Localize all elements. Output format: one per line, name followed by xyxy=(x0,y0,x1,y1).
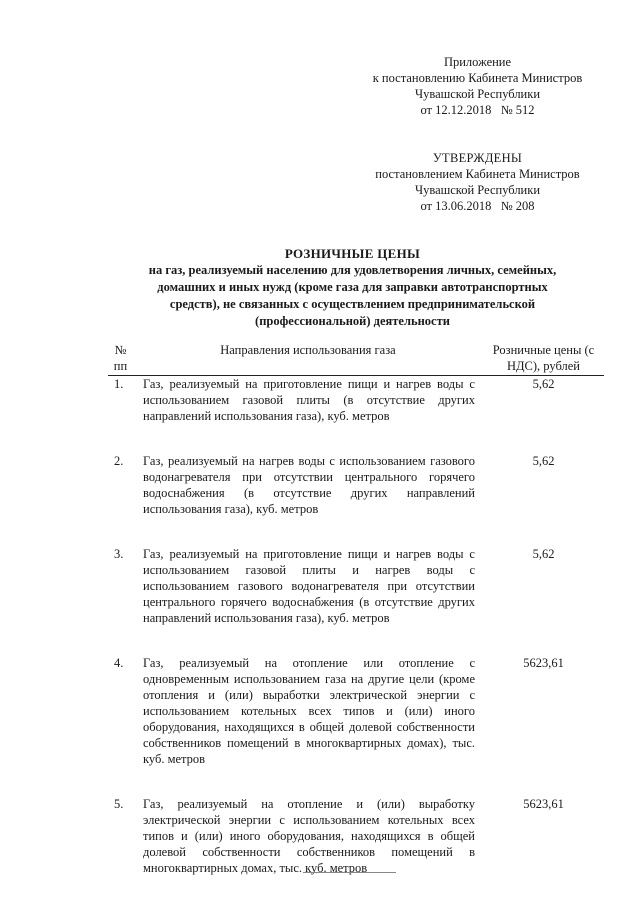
appendix-line-2: к постановлению Кабинета Министров xyxy=(372,71,583,85)
header-num: № пп xyxy=(108,342,133,376)
row-spacer xyxy=(108,767,604,796)
row-num: 3. xyxy=(114,547,124,561)
table-row xyxy=(108,376,604,425)
document-title xyxy=(110,245,595,330)
row-price: 5,62 xyxy=(532,377,555,391)
appendix-block xyxy=(355,54,600,118)
row-num: 5. xyxy=(114,797,124,811)
appendix-line-3: Чувашской Республики xyxy=(414,87,541,101)
row-spacer xyxy=(108,626,604,655)
row-num: 4. xyxy=(114,656,124,670)
appendix-line-1: Приложение xyxy=(443,55,512,69)
title-sub-1: на газ, реализуемый населению для удовлетворения личных, семейных, xyxy=(148,263,557,277)
row-desc: Газ, реализуемый на приготовление пищи и нагрев воды с использованием газовой плиты и нагрев воды с использованием газового водонагревателя при отсутствии центрального горячего водоснабжения (в отсутствие других направлений использования газа), куб. метров xyxy=(143,547,475,625)
prices-table xyxy=(108,342,604,876)
title-sub-2: домашних и иных нужд (кроме газа для заправки автотранспортных xyxy=(157,280,548,294)
appendix-line-4: от 12.12.2018 № 512 xyxy=(420,103,535,117)
approved-line-1: УТВЕРЖДЕНЫ xyxy=(432,151,523,165)
row-num: 1. xyxy=(114,377,124,391)
bottom-divider xyxy=(303,872,396,873)
row-price: 5623,61 xyxy=(523,797,564,811)
approved-line-3: Чувашской Республики xyxy=(414,183,541,197)
row-desc: Газ, реализуемый на приготовление пищи и нагрев воды с использованием газовой плиты (в отсутствие других направлений использования газа), куб. метров xyxy=(143,377,475,423)
header-price: Розничные цены (с НДС), рублей xyxy=(483,342,604,376)
row-spacer xyxy=(108,424,604,453)
row-price: 5623,61 xyxy=(523,656,564,670)
approved-line-4: от 13.06.2018 № 208 xyxy=(420,199,535,213)
row-desc: Газ, реализуемый на отопление или отопление с одновременным использованием газа на другие цели (кроме отопления и (или) выработки электрической энергии с использованием котельных всех типов и (или) иного оборудования, находящихся в общей долевой собственности собственников помещений в многоквартирных домах), тыс. куб. метров xyxy=(143,656,475,766)
title-main: РОЗНИЧНЫЕ ЦЕНЫ xyxy=(284,246,421,261)
header-direction: Направления использования газа xyxy=(133,342,483,376)
title-sub-3: средств), не связанных с осуществлением предпринимательской xyxy=(169,297,536,311)
row-price: 5,62 xyxy=(532,547,555,561)
table-header-row xyxy=(108,342,604,376)
row-desc: Газ, реализуемый на отопление и (или) выработку электрической энергии с использованием котельных всех типов и (или) иного оборудования, находящихся в общей долевой собственности собственников помещений в многоквартирных домах, тыс. куб. метров xyxy=(143,797,475,875)
row-price: 5,62 xyxy=(532,454,555,468)
table-row xyxy=(108,453,604,517)
table-row xyxy=(108,546,604,626)
table-row xyxy=(108,655,604,767)
approved-line-2: постановлением Кабинета Министров xyxy=(375,167,580,181)
row-desc: Газ, реализуемый на нагрев воды с использованием газового водонагревателя при отсутствии центрального горячего водоснабжения (в отсутствие других направлений использования газа), куб. метров xyxy=(143,454,475,516)
table-row xyxy=(108,796,604,876)
row-spacer xyxy=(108,517,604,546)
title-sub-4: (профессиональной) деятельности xyxy=(255,314,450,328)
row-num: 2. xyxy=(114,454,124,468)
approved-block xyxy=(355,150,600,214)
